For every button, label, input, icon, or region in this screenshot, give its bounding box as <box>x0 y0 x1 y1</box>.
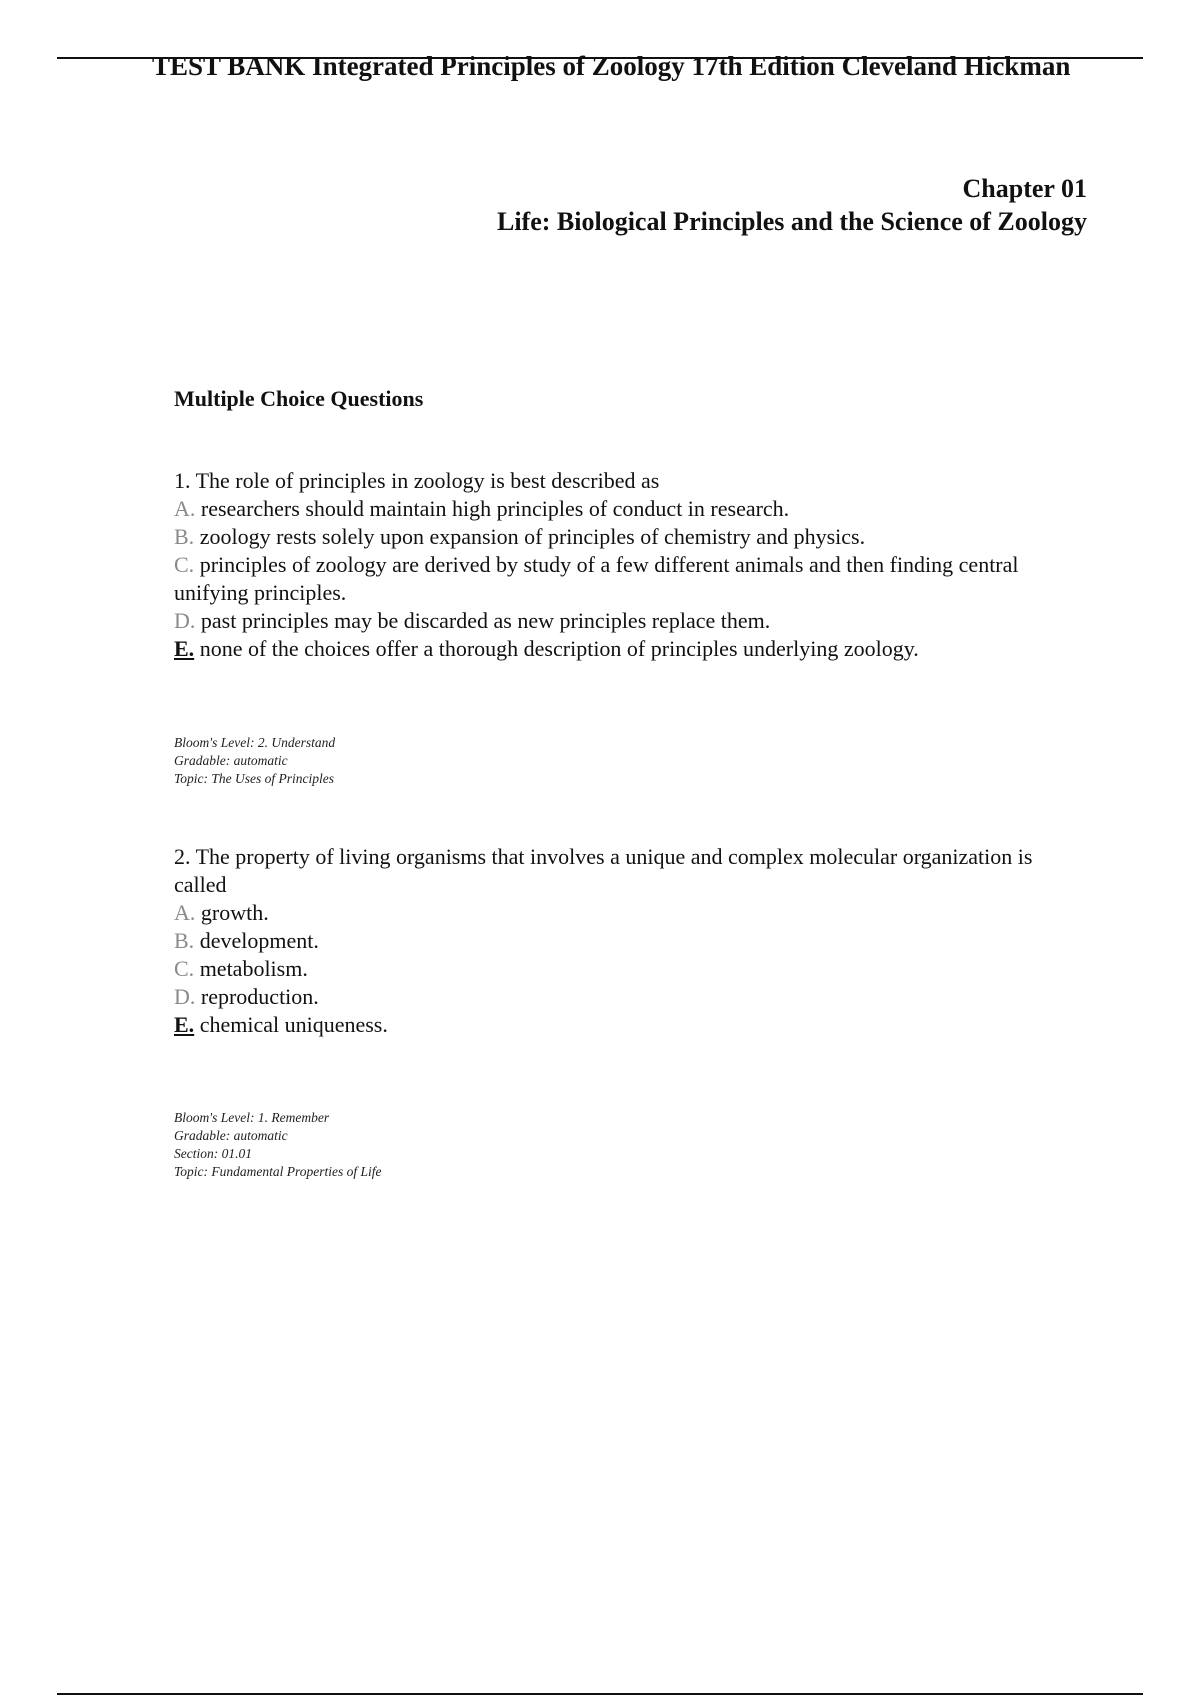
answer-option-c <box>174 551 1054 607</box>
document-header-title: TEST BANK Integrated Principles of Zoology 17th Edition Cleveland Hickman <box>152 51 1071 81</box>
footer-rule <box>57 1693 1143 1695</box>
option-text: past principles may be discarded as new principles replace them. <box>200 608 771 633</box>
chapter-number: Chapter 01 <box>962 174 1087 203</box>
question-stem: 2. The property of living organisms that involves a unique and complex molecular organization is called <box>174 844 1033 897</box>
option-letter: C. <box>174 552 195 577</box>
option-letter: A. <box>174 900 196 925</box>
answer-option-e-correct <box>174 1011 1054 1039</box>
chapter-title: Life: Biological Principles and the Science of Zoology <box>496 207 1087 236</box>
answer-option-d <box>174 607 1054 635</box>
section: Section: 01.01 <box>174 1146 252 1161</box>
chapter-heading <box>497 172 1087 238</box>
question-1 <box>174 467 1054 663</box>
question-1-metadata <box>174 734 335 788</box>
answer-option-d <box>174 983 1054 1011</box>
question-2 <box>174 843 1054 1039</box>
option-letter: E. <box>174 1012 195 1037</box>
option-text: researchers should maintain high principles of conduct in research. <box>200 496 790 521</box>
answer-option-e-correct <box>174 635 1054 663</box>
option-text: principles of zoology are derived by study of a few different animals and then finding central unifying principles. <box>174 552 1019 605</box>
option-text: metabolism. <box>199 956 308 981</box>
question-stem: 1. The role of principles in zoology is best described as <box>174 468 660 493</box>
option-text: zoology rests solely upon expansion of principles of chemistry and physics. <box>199 524 866 549</box>
answer-option-b <box>174 927 1054 955</box>
blooms-level: Bloom's Level: 2. Understand <box>174 735 336 750</box>
answer-option-c <box>174 955 1054 983</box>
option-letter: D. <box>174 608 196 633</box>
answer-option-a <box>174 899 1054 927</box>
section-heading: Multiple Choice Questions <box>174 386 424 411</box>
option-letter: A. <box>174 496 196 521</box>
topic: Topic: Fundamental Properties of Life <box>174 1164 382 1179</box>
gradable: Gradable: automatic <box>174 1128 288 1143</box>
answer-option-b <box>174 523 1054 551</box>
option-text: development. <box>199 928 319 953</box>
option-text: growth. <box>200 900 269 925</box>
option-letter: B. <box>174 524 195 549</box>
question-2-metadata <box>174 1109 382 1181</box>
option-text: reproduction. <box>200 984 319 1009</box>
option-letter: E. <box>174 636 195 661</box>
topic: Topic: The Uses of Principles <box>174 771 334 786</box>
blooms-level: Bloom's Level: 1. Remember <box>174 1110 330 1125</box>
option-letter: D. <box>174 984 196 1009</box>
option-text: chemical uniqueness. <box>199 1012 388 1037</box>
option-text: none of the choices offer a thorough description of principles underlying zoology. <box>199 636 919 661</box>
option-letter: C. <box>174 956 195 981</box>
gradable: Gradable: automatic <box>174 753 288 768</box>
answer-option-a <box>174 495 1054 523</box>
option-letter: B. <box>174 928 195 953</box>
